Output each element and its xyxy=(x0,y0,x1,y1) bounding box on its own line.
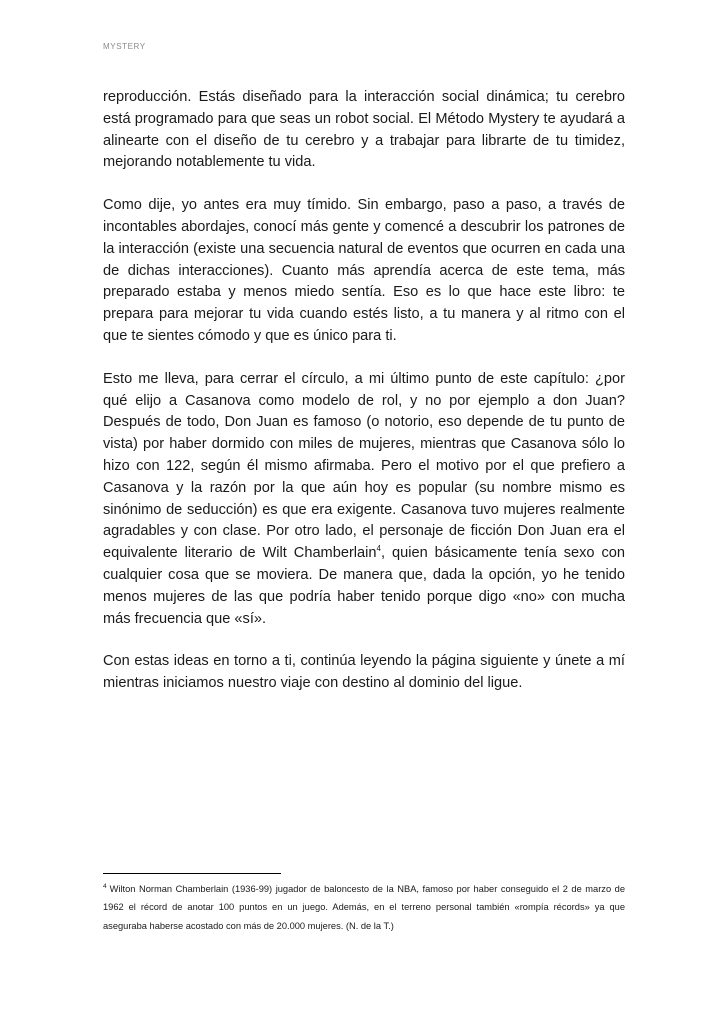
footnotes xyxy=(103,880,625,935)
footnote-text: Wilton Norman Chamberlain (1936-99) jugador de baloncesto de la NBA, famoso por haber conseguido el 2 de marzo de 1962 el récord de anotar 100 puntos en un juego. Además, en el terreno personal también «rompía récords» ya que aseguraba haberse acostado con más de 20.000 mujeres. (N. de la T.) xyxy=(103,884,625,931)
footnote xyxy=(103,880,625,935)
body-text xyxy=(103,87,625,716)
paragraph-2: Como dije, yo antes era muy tímido. Sin embargo, paso a paso, a través de incontables abordajes, conocí más gente y comencé a descubrir los patrones de la interacción (existe una secuencia natural de eventos que ocurren en cada una de dichas interacciones). Cuanto más aprendía acerca de este tema, más preparado estaba y menos miedo sentía. Eso es lo que hace este libro: te prepara para mejorar tu vida cuando estés listo, a tu manera y al ritmo con el que te sientes cómodo y que es único para ti. xyxy=(103,197,625,344)
paragraph-1: reproducción. Estás diseñado para la interacción social dinámica; tu cerebro está programado para que seas un robot social. El Método Mystery te ayudará a alinearte con el diseño de tu cerebro y a trabajar para librarte de tu timidez, mejorando notablemente tu vida. xyxy=(103,89,625,171)
paragraph-3 xyxy=(103,369,625,631)
paragraph-3-text-before-ref: Esto me lleva, para cerrar el círculo, a mi último punto de este capítulo: ¿por qué elijo a Casanova como modelo de rol, y no por ejemplo a don Juan? Después de todo, Don Juan es famoso (o notorio, eso depende de tu punto de vista) por haber dormido con miles de mujeres, mientras que Casanova sólo lo hizo con 122, según él mismo afirmaba. Pero el motivo por el que prefiero a Casanova y la razón por la que aún hoy es popular (su nombre mismo es sinónimo de seducción) es que era exigente. Casanova tuvo mujeres realmente agradables y con clase. Por otro lado, el personaje de ficción Don Juan era el equivalente literario de Wilt Chamberlain xyxy=(103,370,625,562)
footnote-reference[interactable]: 4 xyxy=(376,544,381,554)
footnote-marker: 4 xyxy=(103,883,107,890)
running-header: MYSTERY xyxy=(103,42,146,51)
paragraph-4: Con estas ideas en torno a ti, continúa leyendo la página siguiente y únete a mí mientras iniciamos nuestro viaje con destino al dominio del ligue. xyxy=(103,653,625,692)
footnote-separator xyxy=(103,873,281,874)
paragraph-3-text-after-ref: , quien básicamente tenía sexo con cualquier cosa que se moviera. De manera que, dada la opción, yo he tenido menos mujeres de las que podría haber tenido porque digo «no» con mucha más frecuencia que «sí». xyxy=(103,545,625,627)
